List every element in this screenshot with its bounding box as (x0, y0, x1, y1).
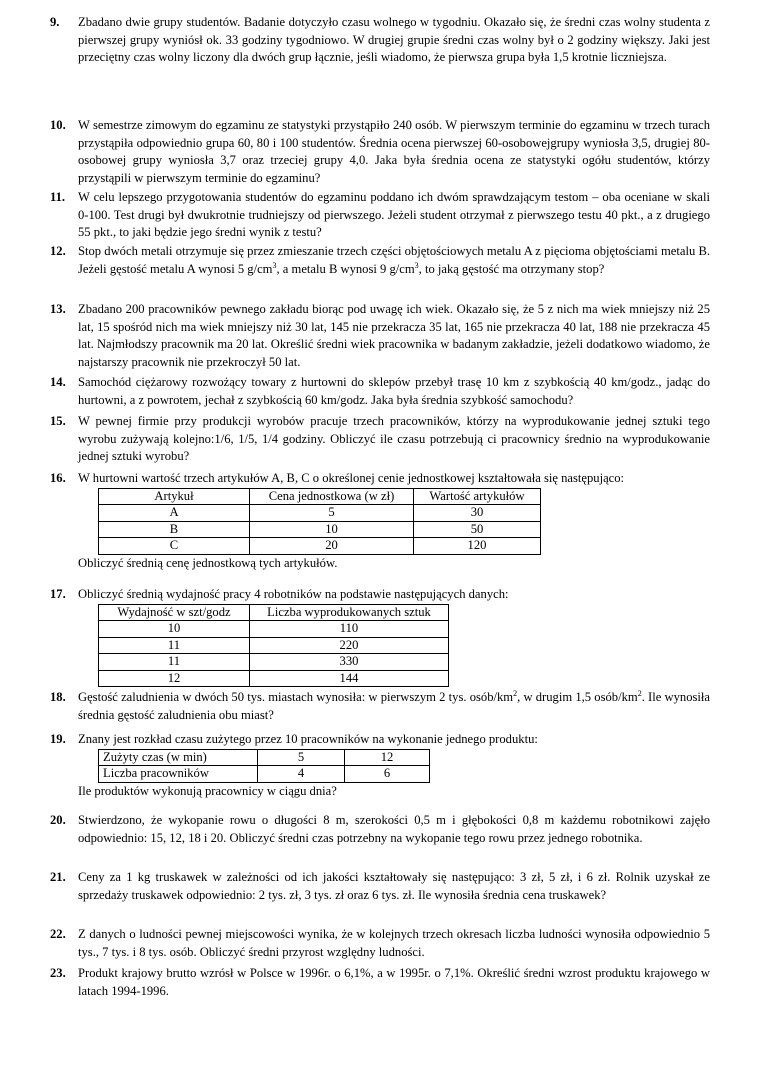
problem-9 (50, 14, 710, 67)
table-cell: A (99, 505, 250, 522)
problem-text: Stop dwóch metali otrzymuje się przez zmieszanie trzech części objętościowych metalu A z pięcioma objętościami metalu B. Jeżeli gęstość metalu A wynosi 5 $g/cm^3$, a metalu B wynosi 9 $g/cm^3$, to jaką gęstość ma otrzymany stop? (78, 244, 710, 276)
table-cell: 5 (258, 749, 345, 766)
articles-table (98, 488, 541, 555)
table-header: Artykuł (99, 488, 250, 505)
problem-number: 20. (50, 813, 66, 827)
table-row (99, 637, 449, 654)
table-cell: 30 (414, 505, 541, 522)
table-header-row (99, 604, 449, 621)
problem-22 (50, 926, 710, 961)
table-cell: 10 (250, 521, 414, 538)
table-cell: 110 (250, 621, 449, 638)
problem-number: 12. (50, 244, 66, 258)
problem-text: Z danych o ludności pewnej miejscowości wynika, że w kolejnych trzech okresach liczba ludności wynosiła odpowiednio 5 tys., 7 tys. i 8 tys. osób. Obliczyć średni przyrost względny ludności. (78, 927, 710, 959)
problem-text: Zbadano 200 pracowników pewnego zakładu biorąc pod uwagę ich wiek. Okazało się, że 5 z nich ma wiek mniejszy niż 25 lat, 15 spośród nich ma wiek mniejszy niż 30 lat, 145 nie przekracza 35 lat, 165 nie przekracza 40 lat, 188 nie przekracza 45 lat. Najmłodszy pracownik ma 20 lat. Określić średni wiek pracownika w badanym zakładzie, jeżeli dodatkowo wiadomo, że najstarszy pracownik nie przekroczył 50 lat. (78, 302, 710, 369)
table-cell: C (99, 538, 250, 555)
problem-text: Samochód ciężarowy rozwożący towary z hurtowni do sklepów przebył trasę 10 km z szybkością 40 km/godz., jadąc do hurtowni, a z powrotem, jechał z szybkością 60 km/godz. Jaka była średnia szybkość samochodu? (78, 375, 710, 407)
table-row-header: Liczba pracowników (99, 766, 258, 783)
table-header-row (99, 488, 541, 505)
table-cell: B (99, 521, 250, 538)
problem-question: Obliczyć średnią cenę jednostkową tych artykułów. (78, 555, 338, 570)
problem-14 (50, 374, 710, 409)
table-cell: 5 (250, 505, 414, 522)
problem-11 (50, 189, 710, 242)
problem-10 (50, 117, 710, 187)
table-cell: 144 (250, 670, 449, 687)
problem-text: Gęstość zaludnienia w dwóch 50 tys. miastach wynosiła: w pierwszym 2 tys. osób/$km^2$, w drugim 1,5 osób/$km^2$. Ile wynosiła średnia gęstość zaludnienia obu miast? (78, 689, 711, 722)
problem-17 (50, 586, 710, 687)
table-row (99, 521, 541, 538)
table-cell: 12 (345, 749, 430, 766)
table-cell: 120 (414, 538, 541, 555)
problem-16 (50, 470, 710, 572)
table-cell: 11 (99, 637, 250, 654)
table-row (99, 766, 430, 783)
problem-text: Stwierdzono, że wykopanie rowu o długości 8 m, szerokości 0,5 m i głębokości 0,8 m każdemu robotnikowi zajęło odpowiednio: 15, 12, 18 i 20. Obliczyć średni czas potrzebny na wykopanie tego rowu przez jednego robotnika. (78, 813, 710, 845)
table-row (99, 749, 430, 766)
problem-number: 17. (50, 587, 66, 601)
table-cell: 4 (258, 766, 345, 783)
problem-text: W pewnej firmie przy produkcji wyrobów pracuje trzech pracowników, którzy na wyprodukowanie jednej sztuki tego wyrobu zużywają kolejno:1/6, 1/5, 1/4 godziny. Obliczyć ile czasu potrzebują ci pracownicy średnio na wyprodukowanie jednej sztuki wyrobu? (78, 414, 710, 463)
problem-12 (50, 243, 710, 278)
problem-number: 21. (50, 870, 66, 884)
problem-text: W celu lepszego przygotowania studentów do egzaminu poddano ich dwóm sprawdzającym testom – oba oceniane w skali 0-100. Test drugi był dwukrotnie trudniejszy od pierwszego. Jeżeli student otrzymał z pierwszego testu 40 pkt., a z drugiego 55 pkt., to jaki będzie jego średni wynik z testu? (78, 190, 710, 239)
problem-text: W hurtowni wartość trzech artykułów A, B, C o określonej cenie jednostkowej kształtowała się następująco: (78, 471, 625, 485)
problem-20 (50, 812, 710, 847)
table-cell: 220 (250, 637, 449, 654)
problem-number: 14. (50, 375, 66, 389)
table-row (99, 538, 541, 555)
productivity-table (98, 604, 449, 688)
table-row-header: Zużyty czas (w min) (99, 749, 258, 766)
problem-text: W semestrze zimowym do egzaminu ze statystyki przystąpiło 240 osób. W pierwszym terminie do egzaminu w trzech turach przystąpiła odpowiednio grupa 60, 80 i 100 studentów. Średnia ocena pierwszej 60-osobowejgrupy wyniosła 3,5, drugiej 80-osobowej grupy wyniosła 3,7 oraz trzeciej grupy 4,0. Jaka była średnia ocena ze statystyki ogółu studentów, którzy przystąpili w pierwszym terminie do egzaminu? (78, 118, 710, 185)
problem-number: 11. (50, 190, 66, 204)
problem-text: Ceny za 1 kg truskawek w zależności od ich jakości kształtowały się następująco: 3 zł, 5 zł, i 6 zł. Rolnik uzyskał ze sprzedaży truskawek odpowiednio: 2 tys. zł, 3 tys. zł oraz 6 tys. zł. Ile wynosiła średnia cena truskawek? (78, 870, 710, 902)
problem-text: Obliczyć średnią wydajność pracy 4 robotników na podstawie następujących danych: (78, 587, 509, 601)
problem-text: Produkt krajowy brutto wzrósł w Polsce w 1996r. o 6,1%, a w 1995r. o 7,1%. Określić średni wzrost produktu krajowego w latach 1994-1996. (78, 966, 710, 998)
table-row (99, 654, 449, 671)
table-cell: 12 (99, 670, 250, 687)
problem-number: 9. (50, 15, 60, 29)
problem-text: Znany jest rozkład czasu zużytego przez 10 pracowników na wykonanie jednego produktu: (78, 732, 538, 746)
problem-number: 22. (50, 927, 66, 941)
table-cell: 330 (250, 654, 449, 671)
table-row (99, 505, 541, 522)
problem-18 (50, 689, 710, 724)
time-distribution-table (98, 749, 430, 783)
problem-number: 10. (50, 118, 66, 132)
table-header: Wartość artykułów (414, 488, 541, 505)
table-cell: 20 (250, 538, 414, 555)
table-cell: 50 (414, 521, 541, 538)
problem-number: 23. (50, 966, 66, 980)
problem-21 (50, 869, 710, 904)
problem-23 (50, 965, 710, 1000)
table-row (99, 621, 449, 638)
table-header: Cena jednostkowa (w zł) (250, 488, 414, 505)
problem-number: 18. (50, 690, 66, 704)
table-cell: 10 (99, 621, 250, 638)
table-row (99, 670, 449, 687)
problem-13 (50, 301, 710, 371)
problem-15 (50, 413, 710, 466)
problem-number: 19. (50, 732, 66, 746)
problem-number: 15. (50, 414, 66, 428)
table-cell: 6 (345, 766, 430, 783)
problem-19 (50, 731, 710, 800)
table-header: Wydajność w szt/godz (99, 604, 250, 621)
problem-question: Ile produktów wykonują pracownicy w ciągu dnia? (78, 783, 337, 798)
problem-text: Zbadano dwie grupy studentów. Badanie dotyczyło czasu wolnego w tygodniu. Okazało się, że średni czas wolny studenta z pierwszej grupy wyniósł ok. 33 godziny tygodniowo. W drugiej grupie średni czas wolny był o 2 godziny większy. Jaki jest przeciętny czas wolny liczony dla dwóch grup łącznie, jeśli wiadomo, że pierwsza grupa była 1,5 krotnie liczniejsza. (78, 15, 710, 64)
problem-number: 13. (50, 302, 66, 316)
table-header: Liczba wyprodukowanych sztuk (250, 604, 449, 621)
table-cell: 11 (99, 654, 250, 671)
problem-number: 16. (50, 471, 66, 485)
